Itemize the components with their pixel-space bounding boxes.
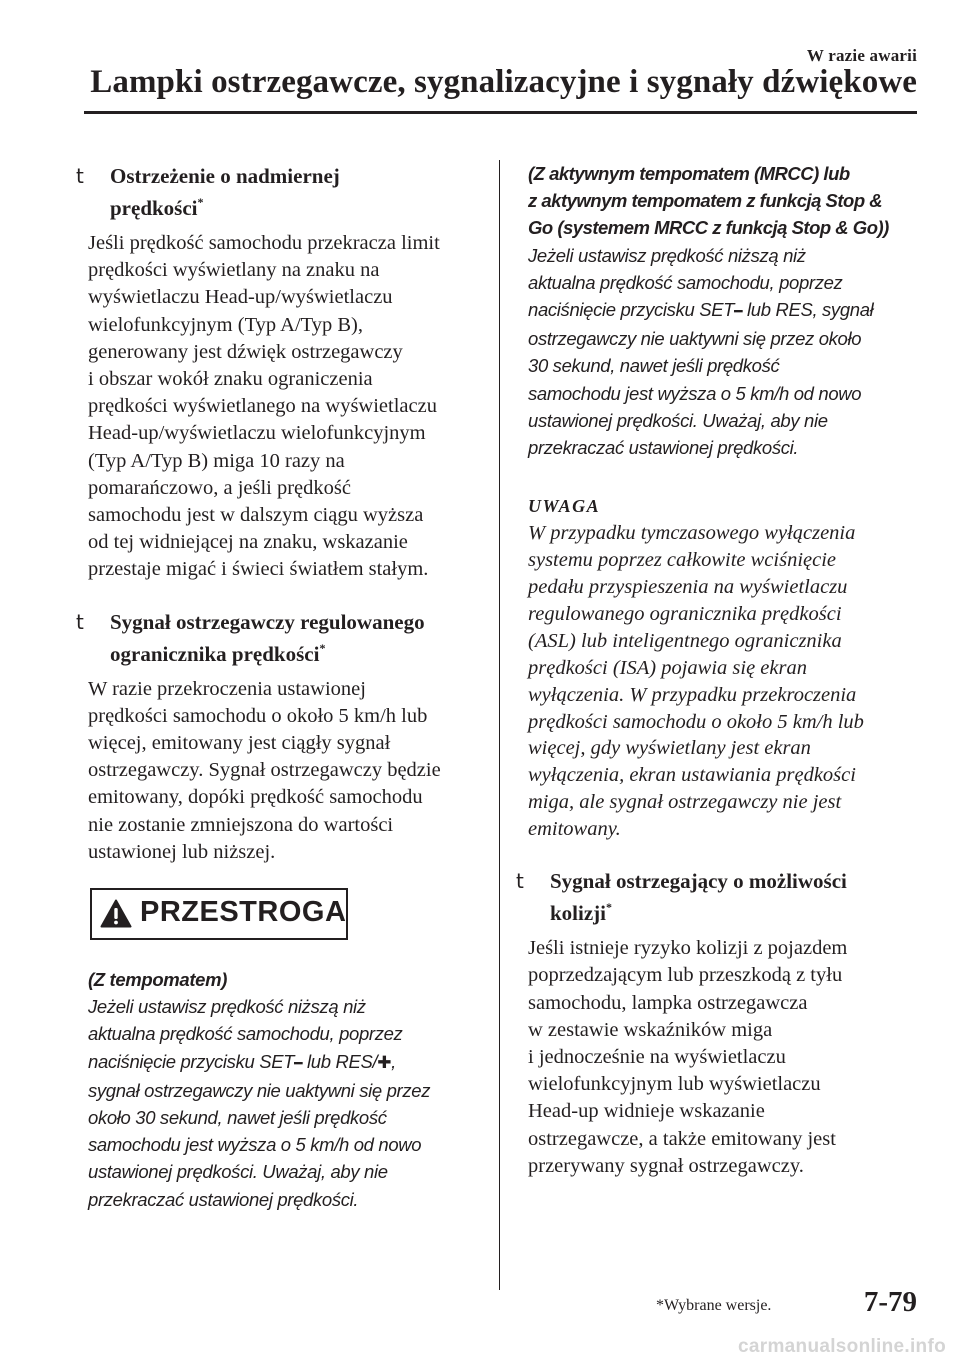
- mrcc-body-part: lub RES, sygnał ostrzegawczy nie uaktywni się przez około 30 sekund, nawet jeśli prędkość samochodu jest wyższa o 5 km/h od nowo ustawionej prędkości. Uważaj, aby nie przekraczać ustawionej prędkości.: [528, 299, 874, 459]
- heading-line: Ostrzeżenie o nadmiernej: [110, 164, 340, 188]
- page-number: 7-79: [863, 1286, 917, 1318]
- optional-mark: *: [197, 195, 204, 209]
- right-column: [516, 160, 920, 1194]
- page-title: Lampki ostrzegawcze, sygnalizacyjne i sygnały dźwiękowe: [90, 64, 917, 100]
- caution-box: [90, 888, 348, 940]
- caution-body-part: lub RES/: [302, 1050, 378, 1072]
- caution-label: PRZESTROGA: [140, 896, 347, 929]
- asl-warning-heading: [76, 606, 474, 670]
- caution-body-part: , sygnał ostrzegawczy nie uaktywni się przez około 30 sekund, nawet jeśli prędkość samochodu jest wyższa o 5 km/h od nowo ustawionej prędkości. Uważaj, aby nie przekraczać ustawionej prędkości.: [88, 1050, 431, 1210]
- bullet-icon: t: [76, 609, 84, 634]
- plus-icon: ✚: [377, 1052, 392, 1072]
- warning-triangle-icon: [100, 899, 132, 928]
- heading-line: kolizji: [550, 901, 606, 926]
- caution-content: [88, 966, 474, 1213]
- note-block: [528, 493, 920, 843]
- heading-line: Sygnał ostrzegawczy regulowanego: [110, 609, 425, 634]
- collision-warning-body: Jeśli istnieje ryzyko kolizji z pojazdem poprzedzającym lub przeszkodą z tyłu samochodu, lampka ostrzegawcza w zestawie wskaźników miga i jednocześnie na wyświetlaczu wielofunkcyjnym lub wyświetlaczu Head-up widnieje wskazanie ostrzegawcze, a także emitowany jest przerywany sygnał ostrzegawczy.: [528, 937, 848, 1177]
- left-column: [76, 160, 474, 1213]
- mrcc-body: [528, 242, 920, 462]
- mrcc-body-part: Jeżeli ustawisz prędkość niższą niż aktualna prędkość samochodu, poprzez naciśnięcie przycisku SET: [528, 244, 843, 321]
- mrcc-subheading: (Z aktywnym tempomatem (MRCC) lub z aktywnym tempomatem z funkcją Stop & Go (systemem MRCC z funkcją Stop & Go)): [528, 163, 889, 239]
- note-title: UWAGA: [528, 496, 601, 517]
- heading-line: prędkości: [110, 196, 198, 220]
- section-label: W razie awarii: [806, 46, 917, 65]
- bullet-icon: t: [76, 164, 84, 188]
- minus-icon: ━: [294, 1054, 303, 1071]
- watermark: carmanualsonline.info: [738, 1336, 946, 1357]
- bullet-icon: t: [516, 869, 524, 894]
- column-divider: [499, 160, 500, 1290]
- optional-mark: *: [319, 640, 326, 655]
- heading-line: Sygnał ostrzegający o możliwości: [550, 869, 847, 894]
- minus-icon: ━: [734, 303, 743, 320]
- asl-warning-body: W razie przekroczenia ustawionej prędkości samochodu o około 5 km/h lub więcej, emitowany jest ciągły sygnał ostrzegawczy. Sygnał ostrzegawczy będzie emitowany, dopóki prędkość samochodu nie zostanie zmniejszona do wartości ustawionej lub niższej.: [88, 677, 441, 863]
- optional-mark: *: [606, 900, 612, 915]
- note-body: W przypadku tymczasowego wyłączenia systemu poprzez całkowite wciśnięcie pedału przyspieszenia na wyświetlaczu regulowanego ogranicznika prędkości (ASL) lub inteligentnego ogranicznika prędkości (ISA) pojawia się ekran wyłączenia. W przypadku przekroczenia prędkości samochodu o około 5 km/h lub więcej, gdy wyświetlany jest ekran wyłączenia, ekran ustawiania prędkości miga, ale sygnał ostrzegawczy nie jest emitowany.: [528, 522, 864, 841]
- speed-warning-heading: [76, 160, 474, 224]
- caution-subheading: (Z tempomatem): [88, 969, 227, 991]
- title-rule: [84, 111, 917, 114]
- caution-body-part: Jeżeli ustawisz prędkość niższą niż aktualna prędkość samochodu, poprzez naciśnięcie przycisku SET: [88, 996, 403, 1072]
- footer-note: *Wybrane wersje.: [656, 1297, 772, 1314]
- heading-line: ogranicznika prędkości: [110, 641, 320, 666]
- speed-warning-body: Jeśli prędkość samochodu przekracza limit prędkości wyświetlany na znaku na wyświetlaczu Head-up/wyświetlaczu wielofunkcyjnym (Typ A/Typ B), generowany jest dźwięk ostrzegawczy i obszar wokół znaku ograniczenia prędkości wyświetlanego na wyświetlaczu Head-up/wyświetlaczu wielofunkcyjnym (Typ A/Typ B) miga 10 razy na pomarańczowo, a jeśli prędkość samochodu jest w dalszym ciągu wyższa od tej widniejącej na znaku, wskazanie przestaje migać i świeci światłem stałym.: [88, 232, 440, 581]
- collision-warning-heading: [516, 865, 920, 929]
- caution-body: [88, 993, 474, 1213]
